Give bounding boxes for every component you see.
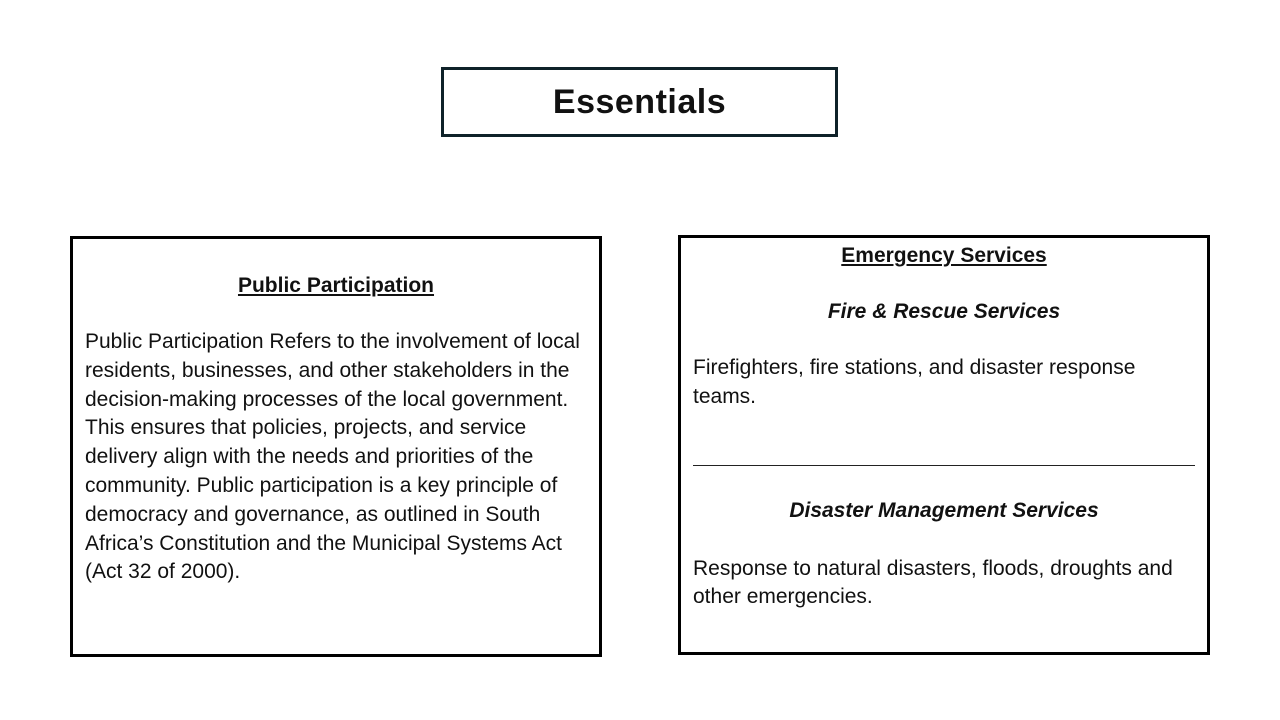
emergency-services-card xyxy=(678,235,1210,655)
disaster-management-heading: Disaster Management Services xyxy=(789,498,1099,522)
emergency-services-heading: Emergency Services xyxy=(841,244,1047,267)
fire-rescue-heading: Fire & Rescue Services xyxy=(827,300,1061,323)
public-participation-card xyxy=(70,236,602,657)
title-box xyxy=(441,67,838,137)
public-participation-body: Public Participation Refers to the involvement of local residents, businesses, and other stakeholders in the decision-making processes of the local government. This ensures that policies, projects, and service delivery align with the needs and priorities of the community. Public participation is a key principle of democracy and governance, as outlined in South Africa’s Constitution and the Municipal Systems Act (Act 32 of 2000). xyxy=(85,330,580,584)
disaster-management-body: Response to natural disasters, floods, droughts and other emergencies. xyxy=(693,556,1173,609)
section-divider xyxy=(693,465,1195,466)
public-participation-heading: Public Participation xyxy=(237,274,435,297)
page-title: Essentials xyxy=(552,82,727,121)
fire-rescue-body: Firefighters, fire stations, and disaster response teams. xyxy=(693,356,1136,408)
